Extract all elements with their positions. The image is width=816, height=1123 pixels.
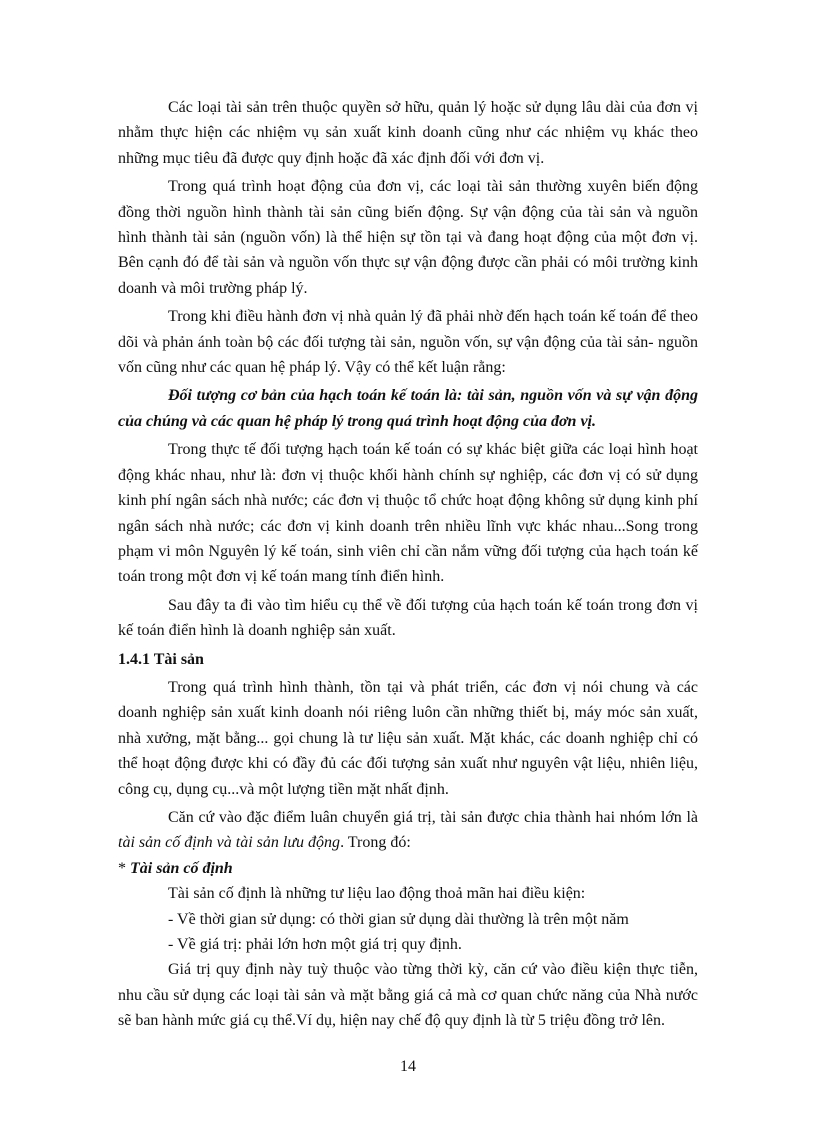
paragraph: Sau đây ta đi vào tìm hiểu cụ thể về đối tượng của hạch toán kế toán trong đơn vị kế toán điển hình là doanh nghiệp sản xuất. bbox=[118, 596, 698, 640]
paragraph: Trong khi điều hành đơn vị nhà quản lý đã phải nhờ đến hạch toán kế toán để theo dõi và phản ánh toàn bộ các đối tượng tài sản, nguồn vốn, sự vận động của tài sản- nguồn vốn cũng như các quan hệ pháp lý. Vậy có thể kết luận rằng: bbox=[118, 308, 698, 377]
page-number: 14 bbox=[400, 1058, 416, 1075]
paragraph: Trong thực tế đối tượng hạch toán kế toán có sự khác biệt giữa các loại hình hoạt động khác nhau, như là: đơn vị thuộc khối hành chính sự nghiệp, các đơn vị có sử dụng kinh phí ngân sách nhà nước; các đơn vị thuộc tổ chức hoạt động không sử dụng kinh phí ngân sách nhà nước; các đơn vị kinh doanh trên nhiều lĩnh vực khác nhau...Song trong phạm vi môn Nguyên lý kế toán, sinh viên chỉ cần nắm vững đối tượng của hạch toán kế toán trong một đơn vị kế toán mang tính điển hình. bbox=[118, 441, 698, 586]
paragraph: Các loại tài sản trên thuộc quyền sở hữu, quản lý hoặc sử dụng lâu dài của đơn vị nhằm thực hiện các nhiệm vụ sản xuất kinh doanh cũng như các nhiệm vụ khác theo những mục tiêu đã được quy định hoặc đã xác định đối với đơn vị. bbox=[118, 99, 698, 167]
emphasis-text: tài sản cố định và tài sản lưu động bbox=[118, 834, 341, 852]
paragraph: Tài sản cố định là những tư liệu lao động thoả mãn hai điều kiện: bbox=[168, 885, 586, 903]
list-item: - Về thời gian sử dụng: có thời gian sử dụng dài thường là trên một năm bbox=[168, 910, 629, 928]
document-body bbox=[118, 95, 698, 1034]
paragraph bbox=[118, 805, 698, 856]
paragraph: Trong quá trình hoạt động của đơn vị, các loại tài sản thường xuyên biến động đồng thời nguồn hình thành tài sản cũng biến động. Sự vận động của tài sản và nguồn hình thành tài sản (nguồn vốn) là thể hiện sự tồn tại và đang hoạt động của một đơn vị. Bên cạnh đó để tài sản và nguồn vốn thực sự vận động được cần phải có môi trường kinh doanh và môi trường pháp lý. bbox=[118, 178, 698, 297]
paragraph-text: . Trong đó: bbox=[340, 834, 411, 852]
paragraph: Trong quá trình hình thành, tồn tại và phát triển, các đơn vị nói chung và các doanh nghiệp sản xuất kinh doanh nói riêng luôn cần những thiết bị, máy móc sản xuất, nhà xưởng, mặt bằng... gọi chung là tư liệu sản xuất. Mặt khác, các doanh nghiệp chỉ có thể hoạt động được khi có đầy đủ các đối tượng sản xuất như nguyên vật liệu, nhiên liệu, công cụ, dụng cụ...và một lượng tiền mặt nhất định. bbox=[118, 678, 698, 798]
bullet: * bbox=[118, 859, 130, 877]
key-definition: Đối tượng cơ bản của hạch toán kế toán là: tài sản, nguồn vốn và sự vận động của chúng và các quan hệ pháp lý trong quá trình hoạt động của đơn vị. bbox=[118, 387, 698, 430]
paragraph: Giá trị quy định này tuỳ thuộc vào từng thời kỳ, căn cứ vào điều kiện thực tiễn, nhu cầu sử dụng các loại tài sản và mặt bằng giá cả mà cơ quan chức năng của Nhà nước sẽ ban hành mức giá cụ thể.Ví dụ, hiện nay chế độ quy định là từ 5 triệu đồng trở lên. bbox=[118, 961, 698, 1030]
list-item: - Về giá trị: phải lớn hơn một giá trị quy định. bbox=[168, 936, 462, 953]
paragraph-text: Căn cứ vào đặc điểm luân chuyển giá trị, tài sản được chia thành hai nhóm lớn là bbox=[168, 808, 698, 826]
section-heading: 1.4.1 Tài sản bbox=[118, 650, 204, 668]
subsection-heading bbox=[118, 856, 698, 881]
subsection-title: Tài sản cố định bbox=[130, 859, 233, 877]
